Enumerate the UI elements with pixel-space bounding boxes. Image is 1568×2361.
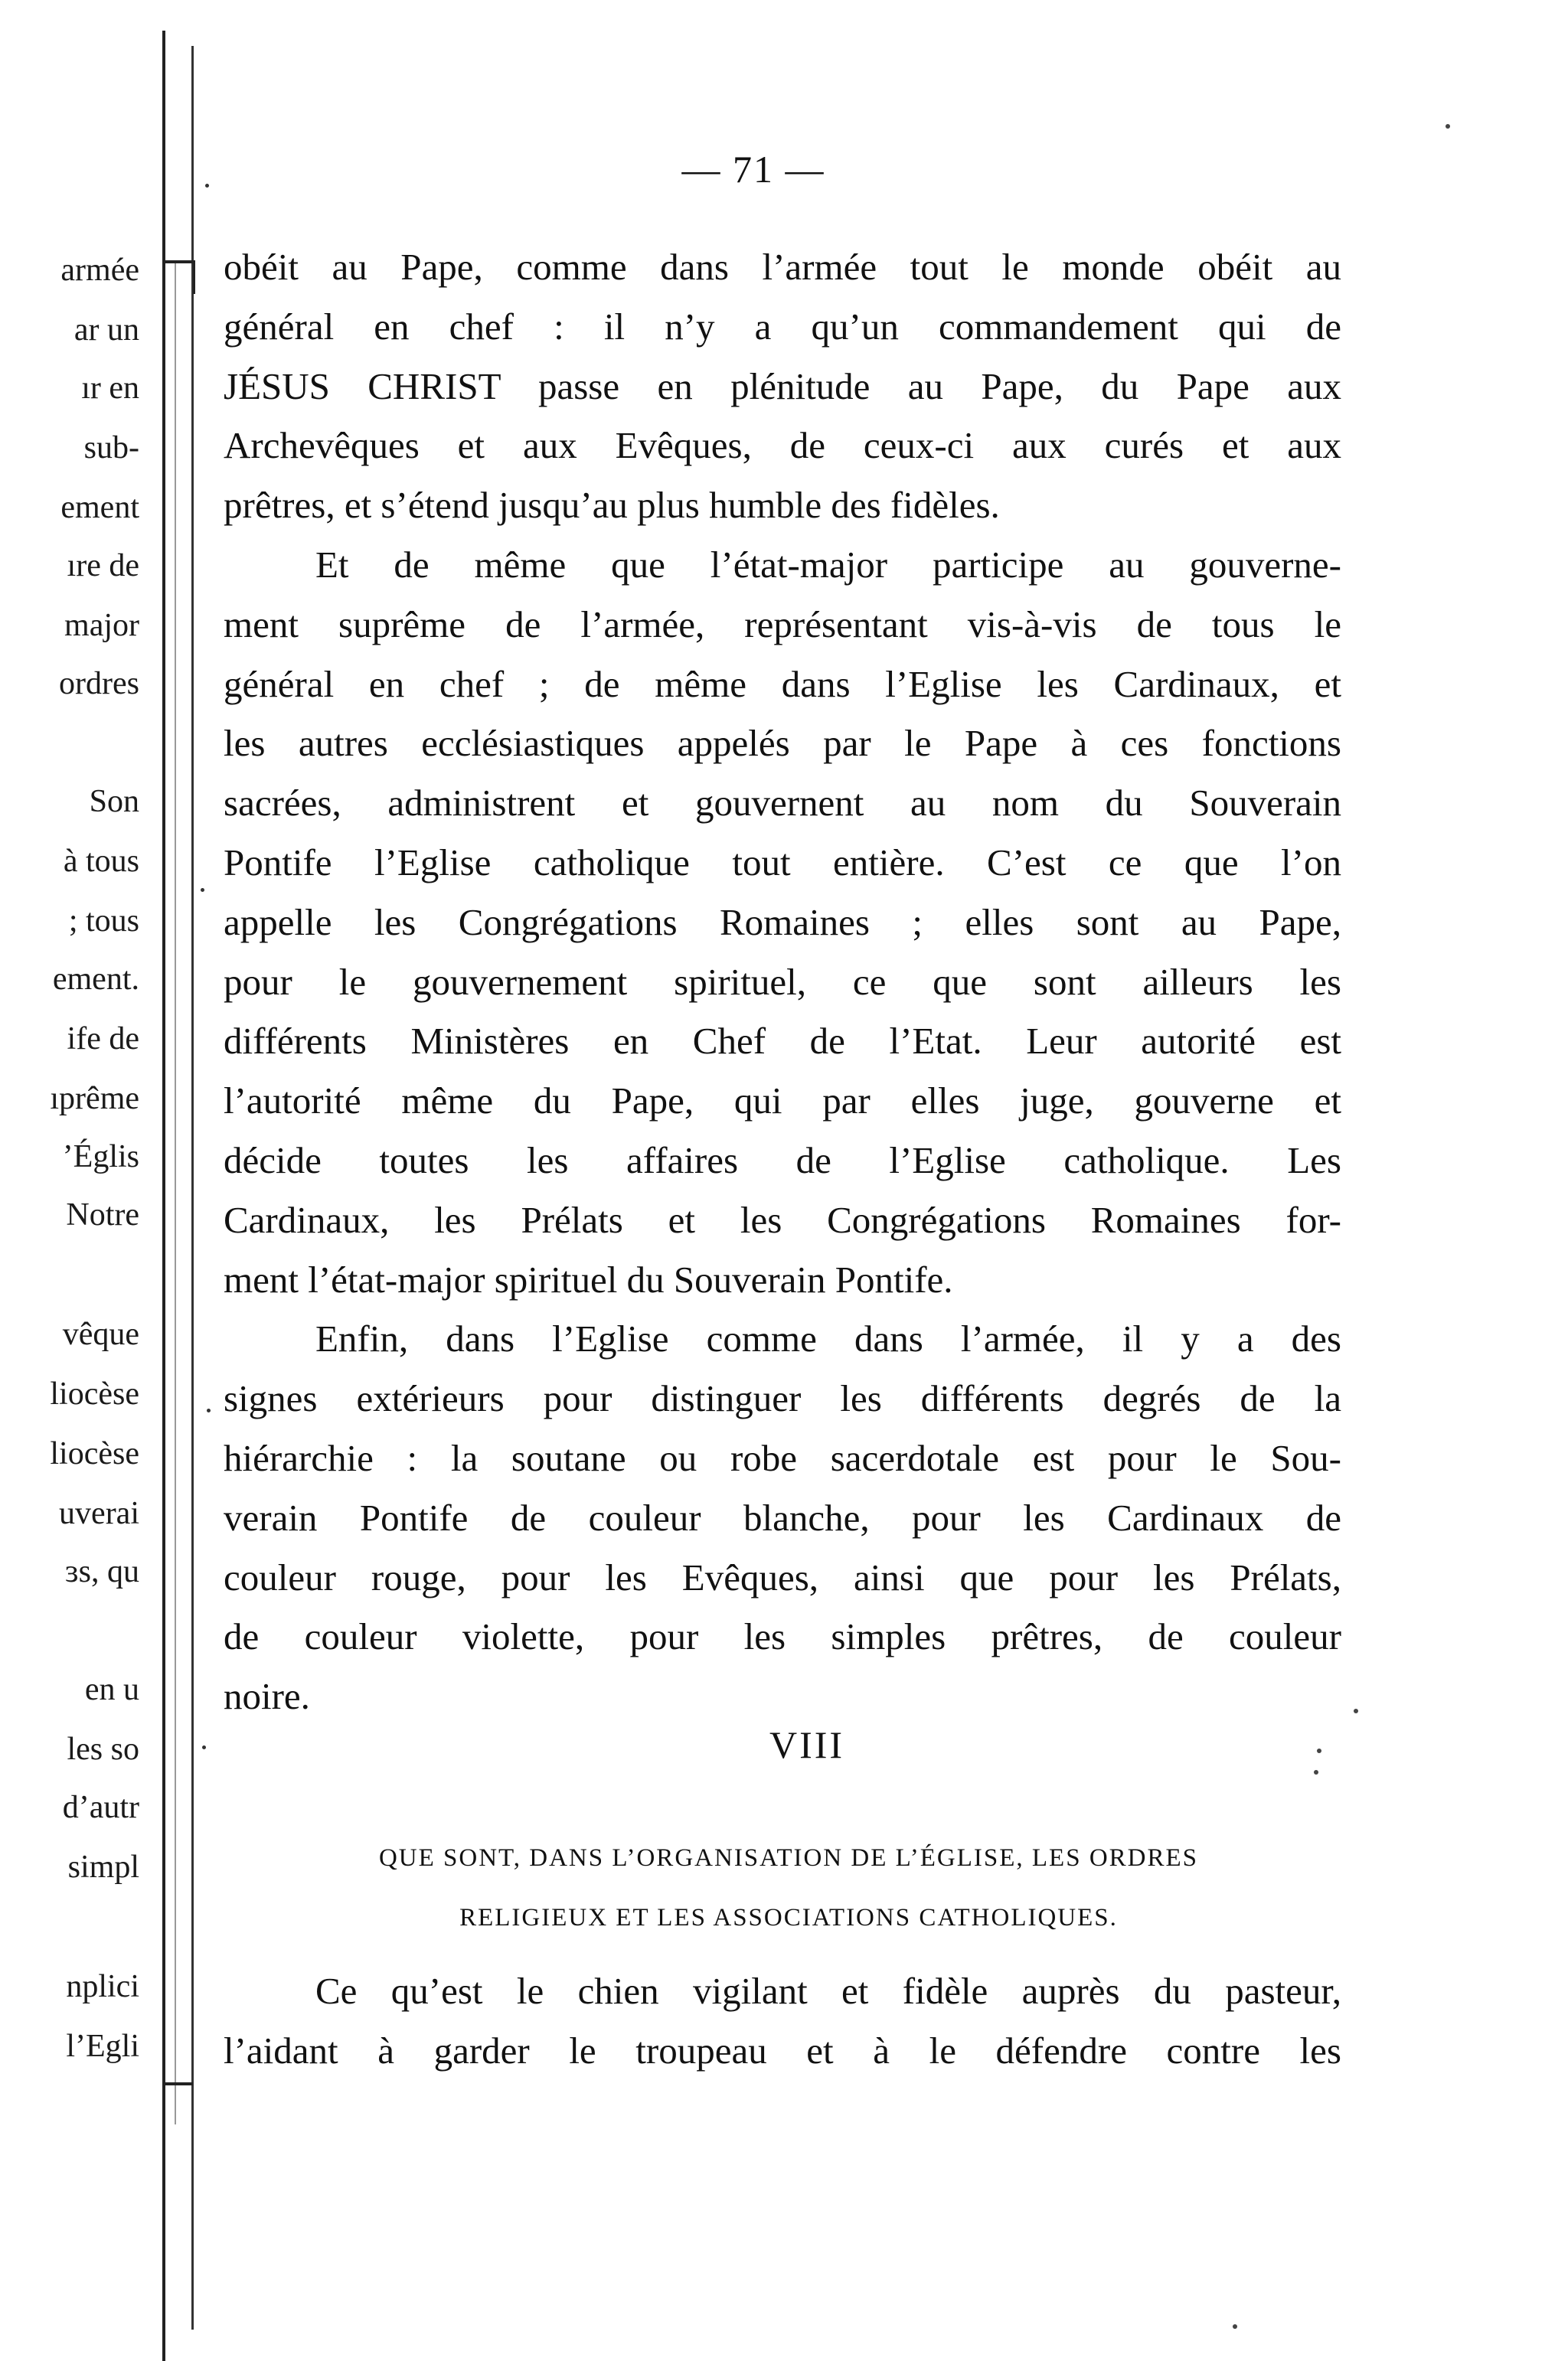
fragment-line: à tous xyxy=(63,844,139,879)
fragment-line: ar un xyxy=(74,312,139,348)
fragment-line: ordres xyxy=(59,666,139,701)
text-line: hiérarchie : la soutane ou robe sacerdotale est pour le Sou- xyxy=(224,1436,1341,1479)
gutter-edge xyxy=(175,260,176,2124)
text-line: l’aidant à garder le troupeau et à le défendre contre les xyxy=(224,2029,1341,2072)
paragraph xyxy=(224,535,1341,1309)
text-line: signes extérieurs pour distinguer les différents degrés de la xyxy=(224,1377,1341,1420)
paragraph xyxy=(224,237,1341,535)
fragment-line: ’Églis xyxy=(62,1139,139,1174)
scan-speck xyxy=(1446,124,1450,129)
text-line: noire. xyxy=(224,1675,310,1718)
fragment-line: major xyxy=(64,608,139,643)
text-line: ment suprême de l’armée, représentant vis-à-vis de tous le xyxy=(224,602,1341,645)
paragraph xyxy=(224,1309,1341,1726)
fragment-line: ife de xyxy=(67,1021,139,1056)
text-line: général en chef : il n’y a qu’un commandement qui de xyxy=(224,305,1341,348)
text-line: JÉSUS CHRIST passe en plénitude au Pape, du Pape aux xyxy=(224,364,1341,407)
fragment-line: d’autr xyxy=(62,1790,139,1825)
fragment-line: simpl xyxy=(67,1850,139,1885)
fragment-line: armée xyxy=(60,253,139,288)
text-line: verain Pontife de couleur blanche, pour les Cardinaux de xyxy=(224,1496,1341,1539)
fragment-line: Son xyxy=(89,784,139,819)
text-line: différents Ministères en Chef de l’Etat. Leur autorité est xyxy=(224,1020,1341,1063)
section-title-line: QUE SONT, DANS L’ORGANISATION DE L’ÉGLISE, LES ORDRES xyxy=(378,1844,1199,1872)
text-line: couleur rouge, pour les Evêques, ainsi que pour les Prélats, xyxy=(224,1556,1341,1598)
fragment-line: l’Egli xyxy=(66,2029,139,2064)
fragment-line: vêque xyxy=(62,1317,139,1352)
text-line: décide toutes les affaires de l’Eglise catholique. Les xyxy=(224,1138,1341,1181)
section-title-line: RELIGIEUX ET LES ASSOCIATIONS CATHOLIQUES. xyxy=(459,1904,1118,1932)
fragment-line: ɜs, qu xyxy=(65,1554,139,1589)
section-number: VIII xyxy=(769,1723,845,1766)
main-text xyxy=(224,237,1341,1726)
scan-speck xyxy=(1354,1709,1358,1713)
text-line: pour le gouvernement spirituel, ce que sont ailleurs les xyxy=(224,960,1341,1003)
fragment-line: ement xyxy=(60,490,139,525)
scan-speck xyxy=(1233,2324,1237,2329)
fragment-line: ıprême xyxy=(50,1081,139,1116)
fragment-line: ement. xyxy=(52,962,139,997)
fragment-line: ; tous xyxy=(68,903,139,939)
text-line: obéit au Pape, comme dans l’armée tout le monde obéit au xyxy=(224,246,1341,288)
gutter-edge xyxy=(162,31,165,2361)
gutter-mark xyxy=(165,2067,193,2085)
page-number: — 71 — xyxy=(681,148,825,191)
text-line: l’autorité même du Pape, qui par elles juge, gouverne et xyxy=(224,1079,1341,1122)
fragment-line: les so xyxy=(67,1732,139,1767)
text-line: général en chef ; de même dans l’Eglise les Cardinaux, et xyxy=(224,662,1341,705)
fragment-line: ıre de xyxy=(67,548,139,583)
text-line: les autres ecclésiastiques appelés par le Pape à ces fonctions xyxy=(224,722,1341,765)
fragment-line: en u xyxy=(84,1672,139,1707)
binding-gutter xyxy=(152,31,220,2361)
text-line: Et de même que l’état-major participe au gouverne- xyxy=(315,543,1341,586)
gutter-edge xyxy=(191,46,194,2330)
fragment-line: liocèse xyxy=(50,1376,139,1412)
text-line: Pontife l’Eglise catholique tout entière. C’est ce que l’on xyxy=(224,841,1341,883)
paragraph xyxy=(224,1961,1341,2081)
text-line: Cardinaux, les Prélats et les Congrégations Romaines for- xyxy=(224,1198,1341,1241)
final-paragraph xyxy=(224,1961,1341,2081)
fragment-line: Notre xyxy=(66,1197,139,1233)
scan-speck xyxy=(1317,1749,1321,1753)
gutter-speck xyxy=(207,1409,211,1412)
text-line: prêtres, et s’étend jusqu’au plus humble des fidèles. xyxy=(224,484,1000,527)
text-line: Ce qu’est le chien vigilant et fidèle auprès du pasteur, xyxy=(315,1970,1341,2012)
gutter-mark xyxy=(162,260,195,294)
section-title xyxy=(253,1828,1325,1948)
text-line: Archevêques et aux Evêques, de ceux-ci aux curés et aux xyxy=(224,424,1341,467)
facing-page-fragment xyxy=(0,0,145,2361)
text-line: de couleur violette, pour les simples prêtres, de couleur xyxy=(224,1615,1341,1658)
fragment-line: uverai xyxy=(59,1496,139,1531)
fragment-line: sub- xyxy=(83,430,139,465)
text-line: appelle les Congrégations Romaines ; elles sont au Pape, xyxy=(224,900,1341,943)
fragment-line: nplici xyxy=(66,1969,139,2004)
text-line: sacrées, administrent et gouvernent au nom du Souverain xyxy=(224,782,1341,825)
fragment-line: liocèse xyxy=(50,1436,139,1471)
text-line: ment l’état-major spirituel du Souverain Pontife. xyxy=(224,1258,953,1301)
text-line: Enfin, dans l’Eglise comme dans l’armée, il y a des xyxy=(315,1318,1341,1360)
gutter-speck xyxy=(201,888,204,892)
scan-speck xyxy=(1314,1770,1318,1775)
fragment-line: ır en xyxy=(81,371,139,406)
